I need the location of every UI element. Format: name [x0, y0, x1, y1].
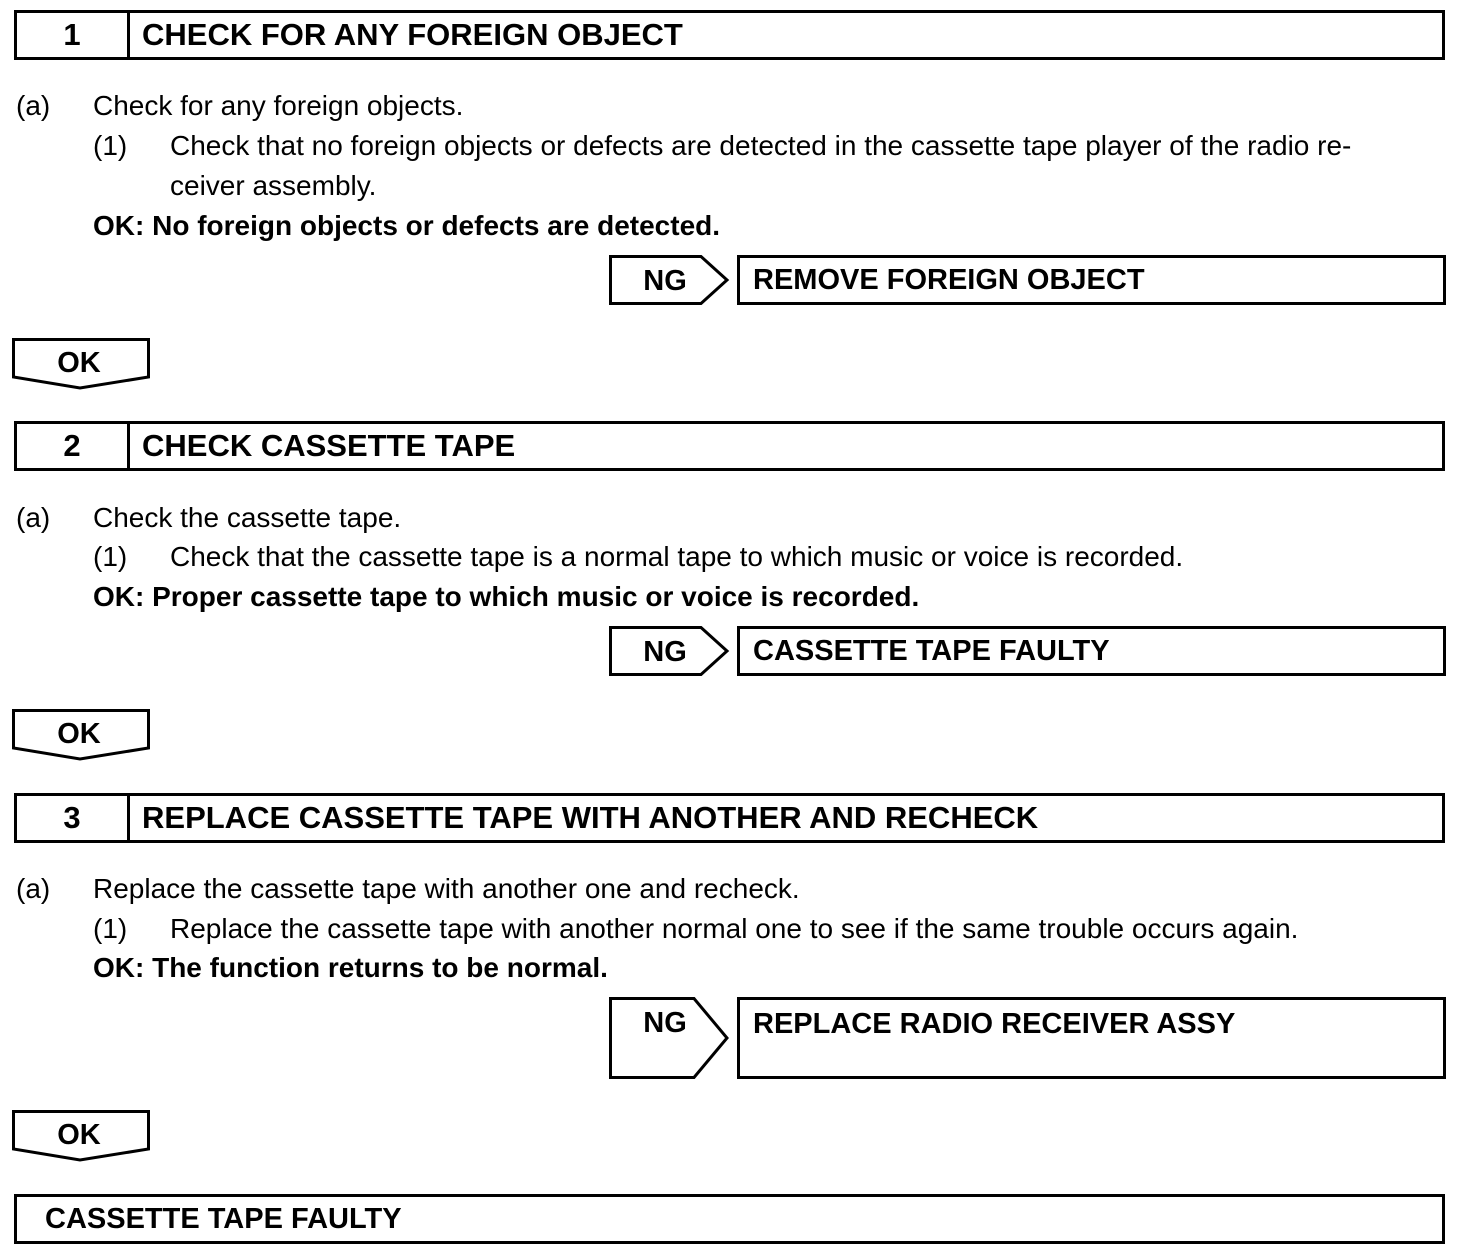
- step-2-item-line1: Check that the cassette tape is a normal tape to which music or voice is recorded.: [170, 541, 1184, 572]
- step-3-sub-marker: (a): [16, 873, 51, 904]
- step-1-sub-text: Check for any foreign objects.: [93, 90, 464, 121]
- step-1-item-line1: Check that no foreign objects or defects are detected in the cassette tape player of the radio re-: [170, 130, 1352, 161]
- step-2-ok-criteria: OK: Proper cassette tape to which music or voice is recorded.: [93, 581, 920, 612]
- step-3-header: [14, 793, 1445, 843]
- step-1-item-marker: (1): [93, 130, 128, 161]
- step-3-title: REPLACE CASSETTE TAPE WITH ANOTHER AND RECHECK: [142, 800, 1039, 835]
- step-2-ng-arrow: [609, 626, 733, 676]
- step-2-ok-label: OK: [57, 718, 101, 750]
- step-2-ng-result: CASSETTE TAPE FAULTY: [737, 626, 1446, 676]
- step-2-title: CHECK CASSETTE TAPE: [142, 428, 516, 463]
- step-2-sub-marker: (a): [16, 502, 51, 533]
- step-3-ok-label: OK: [57, 1119, 101, 1151]
- step-1-ng-arrow: [609, 255, 733, 305]
- step-2-ok-arrow: [12, 709, 152, 761]
- final-result-text: CASSETTE TAPE FAULTY: [45, 1202, 402, 1235]
- step-1-sub-marker: (a): [16, 90, 51, 121]
- step-1-title: CHECK FOR ANY FOREIGN OBJECT: [142, 17, 683, 52]
- step-3-ng-label: NG: [643, 1007, 687, 1039]
- step-1-ng-label: NG: [643, 265, 687, 297]
- step-1-ng-result: REMOVE FOREIGN OBJECT: [737, 255, 1446, 305]
- step-1-header: [14, 10, 1445, 60]
- step-2-header: [14, 421, 1445, 471]
- step-3-item-line1: Replace the cassette tape with another normal one to see if the same trouble occurs again.: [170, 913, 1299, 944]
- step-1-ok-label: OK: [57, 347, 101, 379]
- step-1-item-line2: ceiver assembly.: [170, 170, 377, 201]
- step-2-number: 2: [17, 424, 130, 468]
- step-2-ng-label: NG: [643, 636, 687, 668]
- step-2-sub-text: Check the cassette tape.: [93, 502, 402, 533]
- step-3-ng-result: REPLACE RADIO RECEIVER ASSY: [737, 997, 1446, 1079]
- step-1-ok-arrow: [12, 338, 152, 390]
- step-3-ok-arrow: [12, 1110, 152, 1162]
- step-3-item-marker: (1): [93, 913, 128, 944]
- step-2-item-marker: (1): [93, 541, 128, 572]
- final-result-box: [14, 1194, 1445, 1244]
- step-1-number: 1: [17, 13, 130, 57]
- step-1-ok-criteria: OK: No foreign objects or defects are detected.: [93, 210, 721, 241]
- step-3-ng-arrow: [609, 997, 733, 1079]
- step-3-number: 3: [17, 796, 130, 840]
- step-3-ok-criteria: OK: The function returns to be normal.: [93, 952, 608, 983]
- step-3-sub-text: Replace the cassette tape with another one and recheck.: [93, 873, 800, 904]
